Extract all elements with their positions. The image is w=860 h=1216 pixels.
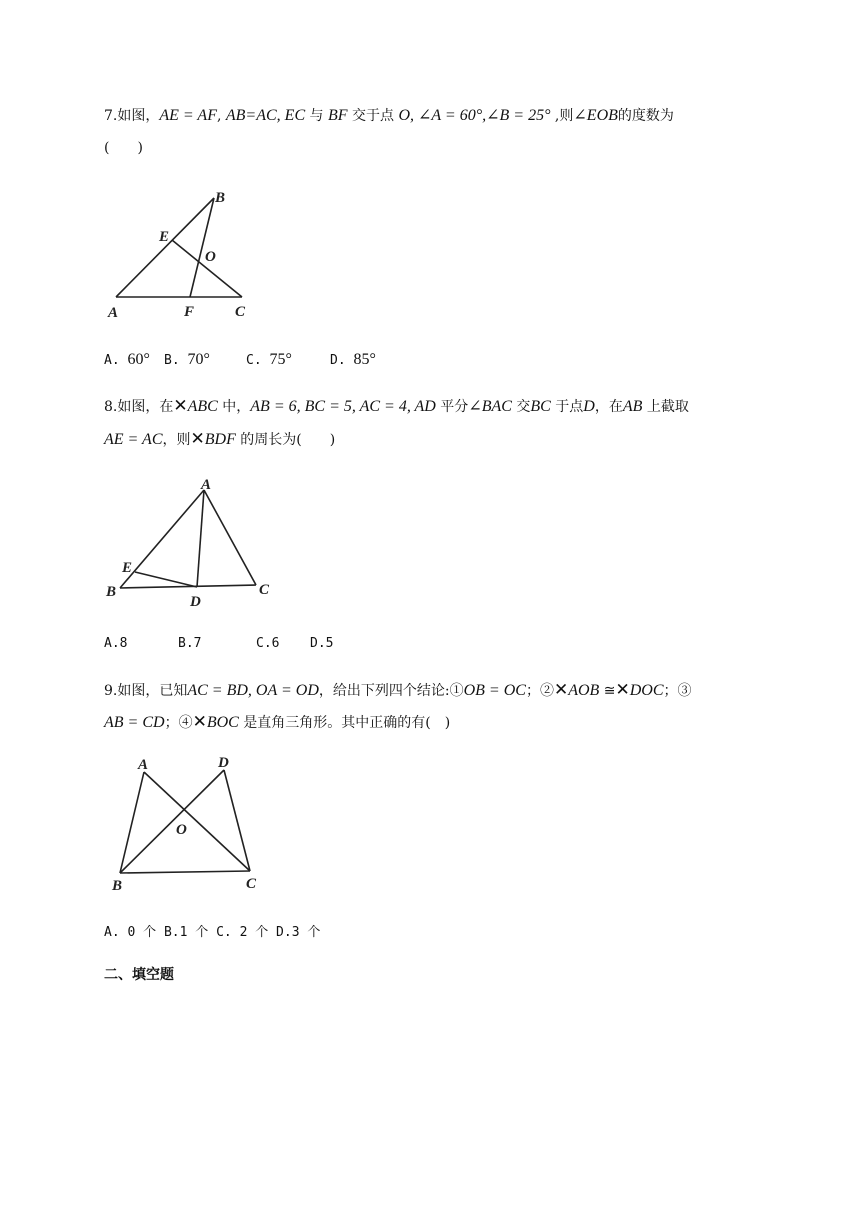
q7-option-c-letter: C. [246,353,270,368]
q7-answer-paren: ( ) [104,140,143,156]
q7-option-b [164,351,210,369]
q7-text-2: 与 [305,108,329,124]
q8-math-6: AB [622,398,643,415]
q7-seg-AB [116,198,214,297]
q8-math-7: AE = AC [104,431,163,448]
q8-seg-AB [120,490,204,588]
q9-math-2: OB = OC [463,682,526,699]
q8-text-4: 于点 [550,399,584,415]
q8-label-D: D [190,594,201,610]
q8-text-3: 交 [511,399,531,415]
q8-seg-AD [197,490,204,587]
q9-label-O: O [176,822,187,838]
q9-label-A: A [138,757,149,773]
q8-text-2: 平分 [435,399,469,415]
q8-seg-ED [135,572,197,587]
q7-math-5: ∠EOB [573,107,618,124]
q9-options: A. 0 个 B.1 个 C. 2 个 D.3 个 [104,925,321,940]
q9-text-4: ；③ [663,683,692,699]
q8-seg-AC [204,490,256,585]
q9-seg-AC [144,772,250,871]
q7-label-C: C [235,304,246,320]
q8-math-3: ∠BAC [468,398,512,415]
q7-label-O: O [205,249,216,265]
q8-label-A: A [201,477,212,493]
q8-label-B: B [106,584,117,600]
q9-math-3: AOB [568,682,600,699]
q8-math-4: BC [530,398,551,415]
q7-option-b-letter: B. [164,353,188,368]
q8-text-5: ，在 [594,399,623,415]
q8-math-8: BDF [204,431,236,448]
q7-math-3: BF [328,107,348,124]
q7-option-d [330,351,376,369]
q8-text-8: 的周长为( ) [235,432,336,448]
q9-stem-line2 [104,712,450,733]
q7-text-5: 的度数为 [617,108,674,124]
q9-text-5: ；④ [164,715,193,731]
q8-math-5: D [583,398,595,415]
q7-option-c-value: 75° [269,351,292,368]
q8-option-d: D.5 [310,636,334,651]
q7-label-B: B [215,190,226,206]
q9-text-6: 是直角三角形。其中正确的有( ) [238,715,451,731]
q8-option-a: A.8 [104,636,128,651]
q8-text-1: 中， [217,399,251,415]
q7-option-c [246,351,292,369]
q7-text-1: , [216,108,226,124]
q9-prefix: 9.如图，已知 [104,683,188,699]
q9-label-C: C [246,876,257,892]
q7-option-a [104,351,150,369]
q7-seg-BF [190,198,214,297]
q7-math-2: AB=AC, EC [225,107,306,124]
q7-option-d-letter: D. [330,353,354,368]
triangle-symbol-icon: ✕ [173,396,188,416]
q9-math-5: AB = CD [104,714,165,731]
q9-figure [104,752,284,892]
q7-text-4: ,则 [550,108,574,124]
q7-label-E: E [159,229,170,245]
q7-figure [104,186,284,326]
q7-option-b-value: 70° [187,351,210,368]
q8-label-C: C [259,582,270,598]
q9-text-2: ；② [525,683,554,699]
q9-label-B: B [112,878,123,894]
q9-text-1: ，给出下列四个结论:① [318,683,464,699]
q9-seg-DB [120,770,224,873]
q8-option-c: C.6 [256,636,280,651]
q8-stem-line2 [104,429,335,450]
q9-seg-AB [120,772,144,873]
q9-seg-DC [224,770,250,871]
q9-math-4: DOC [629,682,664,699]
q7-math-4: O, ∠A = 60°,∠B = 25° [398,107,551,124]
q7-option-a-letter: A. [104,353,128,368]
section-title: 二、填空题 [104,967,174,983]
q7-label-F: F [184,304,195,320]
q7-stem-line1 [104,106,674,126]
q9-stem-line1 [104,680,692,701]
q9-text-3: ≅ [599,683,616,699]
triangle-symbol-icon: ✕ [192,712,207,732]
q9-label-D: D [218,755,229,771]
q7-math-1: AE = AF [159,107,217,124]
q7-option-d-value: 85° [353,351,376,368]
q8-figure [104,476,284,610]
q8-math-1: ABC [187,398,218,415]
q9-seg-BC [120,871,250,873]
q8-text-7: ，则 [162,432,191,448]
triangle-symbol-icon: ✕ [615,680,630,700]
q8-label-E: E [122,560,133,576]
q7-text-3: 交于点 [347,108,399,124]
q8-math-2: AB = 6, BC = 5, AC = 4, AD [250,398,436,415]
q9-math-1: AC = BD, OA = OD [187,682,319,699]
q8-stem-line1 [104,396,689,417]
q8-option-b: B.7 [178,636,202,651]
q7-label-A: A [108,305,119,321]
triangle-symbol-icon: ✕ [553,680,569,700]
q8-text-6: 上截取 [642,399,689,415]
triangle-symbol-icon: ✕ [190,429,205,449]
q8-prefix: 8.如图，在 [104,399,174,415]
q7-option-a-value: 60° [127,351,150,368]
q7-prefix: 7.如图， [104,108,160,124]
q9-math-6: BOC [206,714,239,731]
